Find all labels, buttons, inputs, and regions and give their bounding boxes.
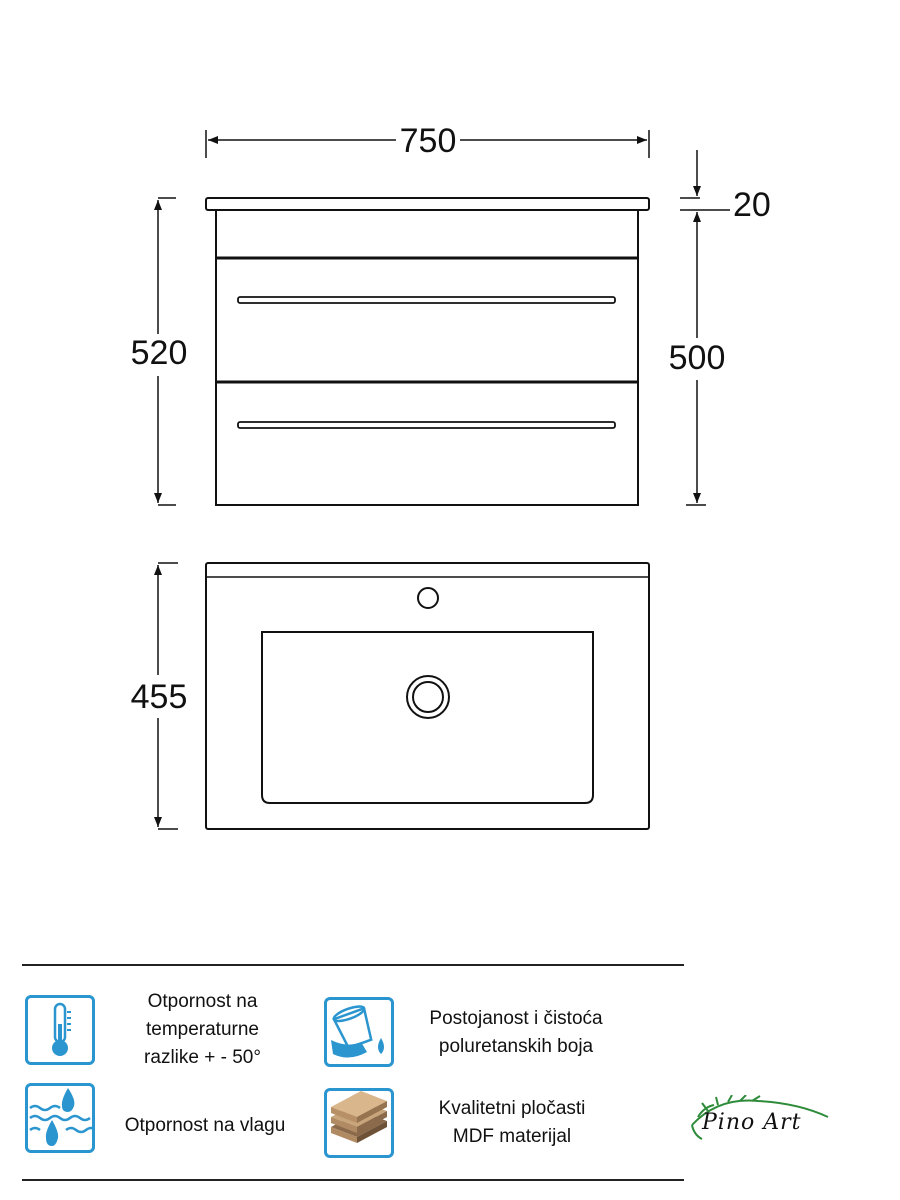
feature-mdf-text: Kvalitetni pločasti MDF materijal [438,1098,586,1147]
mdf-boards-icon [324,1088,394,1158]
thermometer-icon [25,995,95,1065]
drain-inner [413,682,443,712]
water-waves-icon [25,1083,95,1153]
drawer-handle-top [238,297,615,303]
divider-bottom [22,1179,684,1181]
feature-temperature-text: Otpornost na temperaturne razlike + - 50° [144,991,261,1068]
cabinet-height-label: 500 [668,339,726,377]
top-thickness-label: 20 [733,186,771,224]
brand-name: Pino Art [702,1110,802,1135]
paint-bucket-icon [324,997,394,1067]
cabinet-body [216,210,638,505]
divider-top [22,964,684,966]
feature-paint-text: Postojanost i čistoća poluretanskih boja [429,1008,603,1057]
drawer-handle-bottom [238,422,615,428]
front-view [206,198,649,505]
tap-hole [418,588,438,608]
feature-moisture-text: Otpornost na vlagu [124,1115,286,1136]
top-view [206,563,649,829]
countertop [206,198,649,210]
basin-outline [206,563,649,829]
depth-label: 455 [130,678,188,716]
width-label: 750 [399,122,457,160]
total-height-label: 520 [130,334,188,372]
top-thickness-dimension [680,150,730,210]
